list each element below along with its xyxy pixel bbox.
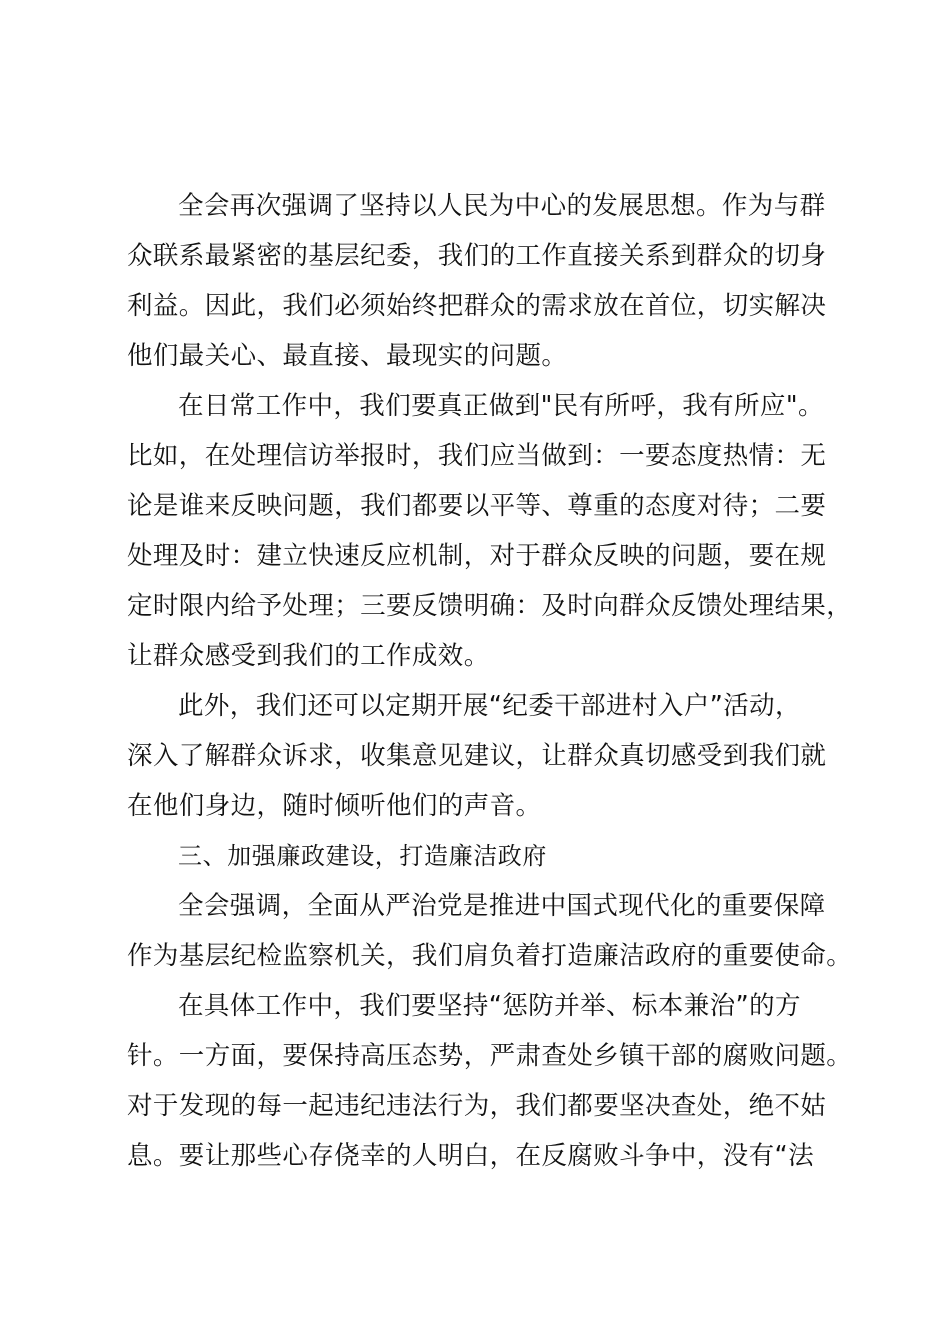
paragraph-line: 让群众感受到我们的工作成效。 bbox=[127, 641, 490, 671]
paragraph-line: 比如，在处理信访举报时，我们应当做到：一要态度热情：无 bbox=[127, 441, 827, 471]
paragraph-line: 作为基层纪检监察机关，我们肩负着打造廉洁政府的重要使命。 bbox=[127, 941, 853, 971]
paragraph-line: 他们最关心、最直接、最现实的问题。 bbox=[127, 341, 568, 371]
paragraph-line: 息。要让那些心存侥幸的人明白，在反腐败斗争中，没有“法 bbox=[127, 1141, 815, 1171]
section-heading: 三、加强廉政建设，打造廉洁政府 bbox=[178, 842, 547, 870]
paragraph-line: 利益。因此，我们必须始终把群众的需求放在首位，切实解决 bbox=[127, 291, 827, 321]
paragraph-line: 针。一方面，要保持高压态势，严肃查处乡镇干部的腐败问题。 bbox=[127, 1041, 853, 1071]
paragraph-line: 在他们身边，随时倾听他们的声音。 bbox=[127, 791, 542, 821]
paragraph-line: 全会再次强调了坚持以人民为中心的发展思想。作为与群 bbox=[178, 191, 826, 221]
paragraph-line: 处理及时：建立快速反应机制，对于群众反映的问题，要在规 bbox=[127, 541, 827, 571]
paragraph-line: 对于发现的每一起违纪违法行为，我们都要坚决查处，绝不姑 bbox=[127, 1091, 827, 1121]
paragraph-line: 深入了解群众诉求，收集意见建议，让群众真切感受到我们就 bbox=[127, 741, 827, 771]
paragraph-line: 在具体工作中，我们要坚持“惩防并举、标本兼治”的方 bbox=[178, 991, 801, 1021]
paragraph-line: 众联系最紧密的基层纪委，我们的工作直接关系到群众的切身 bbox=[127, 241, 827, 271]
paragraph-line: 全会强调，全面从严治党是推进中国式现代化的重要保障 bbox=[178, 891, 826, 921]
paragraph-line: 在日常工作中，我们要真正做到"民有所呼，我有所应"。 bbox=[178, 391, 824, 421]
paragraph-line: 论是谁来反映问题，我们都要以平等、尊重的态度对待；二要 bbox=[127, 491, 827, 521]
paragraph-line: 此外，我们还可以定期开展“纪委干部进村入户”活动， bbox=[178, 691, 801, 721]
document-body bbox=[127, 181, 853, 1181]
paragraph-line: 定时限内给予处理；三要反馈明确：及时向群众反馈处理结果， bbox=[127, 591, 853, 621]
